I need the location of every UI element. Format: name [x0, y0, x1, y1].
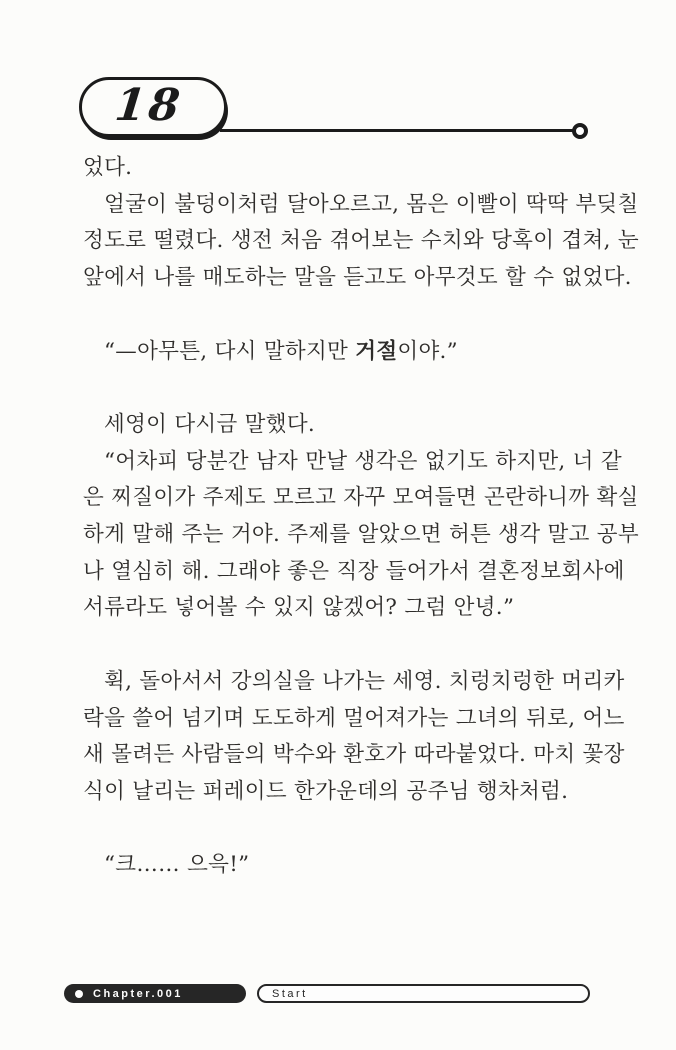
bullet-dot-icon — [75, 990, 83, 998]
start-label: Start — [272, 988, 308, 1000]
dialogue-text: “—아무튼, 다시 말하지만 — [104, 338, 356, 364]
text-line: 하게 말해 주는 거야. 주제를 알았으면 허튼 생각 말고 공부 — [83, 522, 639, 547]
page-number: 18 — [112, 80, 186, 131]
dialogue-text: 이야.” — [397, 338, 458, 364]
text-line: 세영이 다시금 말했다. — [104, 411, 316, 437]
text-line: 앞에서 나를 매도하는 말을 듣고도 아무것도 할 수 없었다. — [83, 265, 632, 291]
header-rule-line — [220, 129, 576, 132]
text-line: “어차피 당분간 남자 만날 생각은 없기도 하지만, 너 같 — [104, 448, 622, 474]
text-line: 나 열심히 해. 그래야 좋은 직장 들어가서 결혼정보회사에 — [83, 558, 625, 584]
chapter-label: Chapter.001 — [93, 988, 183, 1000]
text-line: 정도로 떨렸다. 생전 처음 겪어보는 수치와 당혹이 겹쳐, 눈 — [83, 228, 639, 254]
chapter-badge — [64, 984, 246, 1003]
text-line: 었다. — [83, 155, 133, 180]
dialogue-emphasis: 거절 — [355, 338, 398, 364]
text-line: 은 찌질이가 주제도 모르고 자꾸 모여들면 곤란하니까 확실 — [83, 485, 639, 511]
text-line: 휙, 돌아서서 강의실을 나가는 세영. 치렁치렁한 머리카 — [104, 668, 625, 694]
text-line: 서류라도 넣어볼 수 있지 않겠어? 그럼 안녕.” — [83, 595, 515, 621]
page-number-badge — [79, 77, 227, 137]
dialogue-line — [83, 334, 594, 371]
text-line: 얼굴이 불덩이처럼 달아오르고, 몸은 이빨이 딱딱 부딪칠 — [104, 191, 639, 217]
start-badge — [257, 984, 590, 1003]
text-line: 식이 날리는 퍼레이드 한가운데의 공주님 행차처럼. — [83, 778, 569, 804]
text-line: 락을 쓸어 넘기며 도도하게 멀어져가는 그녀의 뒤로, 어느 — [83, 705, 625, 731]
text-line: “크…… 으윽!” — [104, 852, 250, 878]
page-text — [83, 150, 639, 884]
header-rule-end-ring-icon — [572, 123, 588, 139]
text-line: 새 몰려든 사람들의 박수와 환호가 따라붙었다. 마치 꽃장 — [83, 742, 625, 768]
